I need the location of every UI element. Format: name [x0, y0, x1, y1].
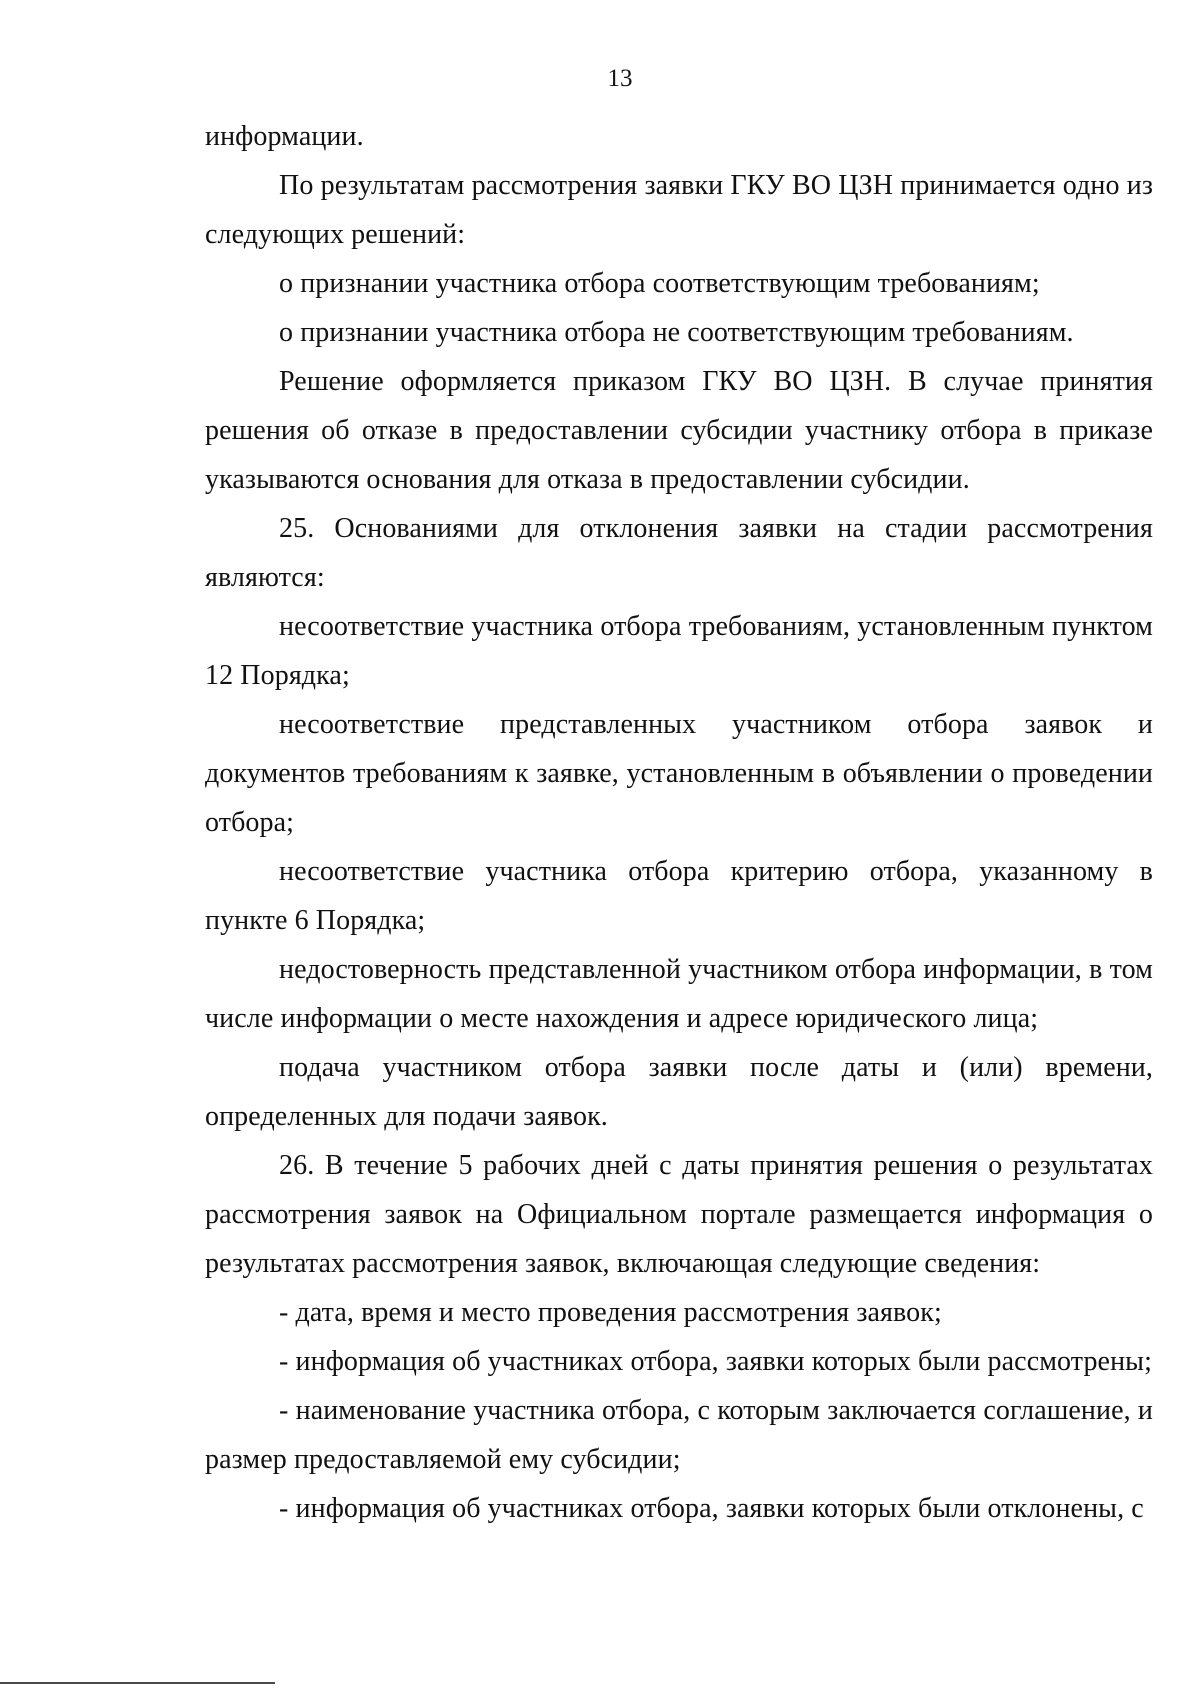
paragraph-item-25: 25. Основаниями для отклонения заявки на стадии рассмотрения являются:: [205, 513, 1153, 593]
paragraph-rejection-reason-4: недостоверность представленной участником отбора информации, в том числе информации о месте нахождения и адресе юридического лица;: [205, 954, 1153, 1034]
paragraph-result-detail-2: - информация об участниках отбора, заявки которых были рассмотрены;: [279, 1346, 1152, 1377]
paragraph-rejection-reason-1: несоответствие участника отбора требованиям, установленным пунктом 12 Порядка;: [205, 611, 1153, 691]
document-body: [205, 112, 1153, 1533]
paragraph-result-detail-3: - наименование участника отбора, с которым заключается соглашение, и размер предоставляемой ему субсидии;: [205, 1395, 1153, 1475]
page-number: 13: [607, 65, 633, 92]
paragraph-continuation: информации.: [205, 121, 364, 152]
paragraph-rejection-reason-2: несоответствие представленных участником отбора заявок и документов требованиям к заявке, установленным в объявлении о проведении отбора;: [205, 709, 1153, 838]
paragraph-result-detail-1: - дата, время и место проведения рассмотрения заявок;: [279, 1297, 942, 1328]
paragraph-result-detail-4: - информация об участниках отбора, заявки которых были отклонены, с: [279, 1493, 1144, 1524]
paragraph-item-26: 26. В течение 5 рабочих дней с даты принятия решения о результатах рассмотрения заявок на Официальном портале размещается информация о результатах рассмотрения заявок, включающая следующие сведения:: [205, 1150, 1153, 1279]
paragraph-rejection-reason-5: подача участником отбора заявки после даты и (или) времени, определенных для подачи заявок.: [205, 1052, 1153, 1132]
bottom-scan-rule: [0, 1682, 275, 1684]
paragraph-noncompliant-decision: о признании участника отбора не соответствующим требованиям.: [279, 317, 1074, 348]
paragraph-decision-options: По результатам рассмотрения заявки ГКУ ВО ЦЗН принимается одно из следующих решений:: [205, 170, 1153, 250]
paragraph-decision-order: Решение оформляется приказом ГКУ ВО ЦЗН. В случае принятия решения об отказе в предоставлении субсидии участнику отбора в приказе указываются основания для отказа в предоставлении субсидии.: [205, 366, 1153, 495]
paragraph-rejection-reason-3: несоответствие участника отбора критерию отбора, указанному в пункте 6 Порядка;: [205, 856, 1153, 936]
paragraph-compliant-decision: о признании участника отбора соответствующим требованиям;: [279, 268, 1040, 299]
